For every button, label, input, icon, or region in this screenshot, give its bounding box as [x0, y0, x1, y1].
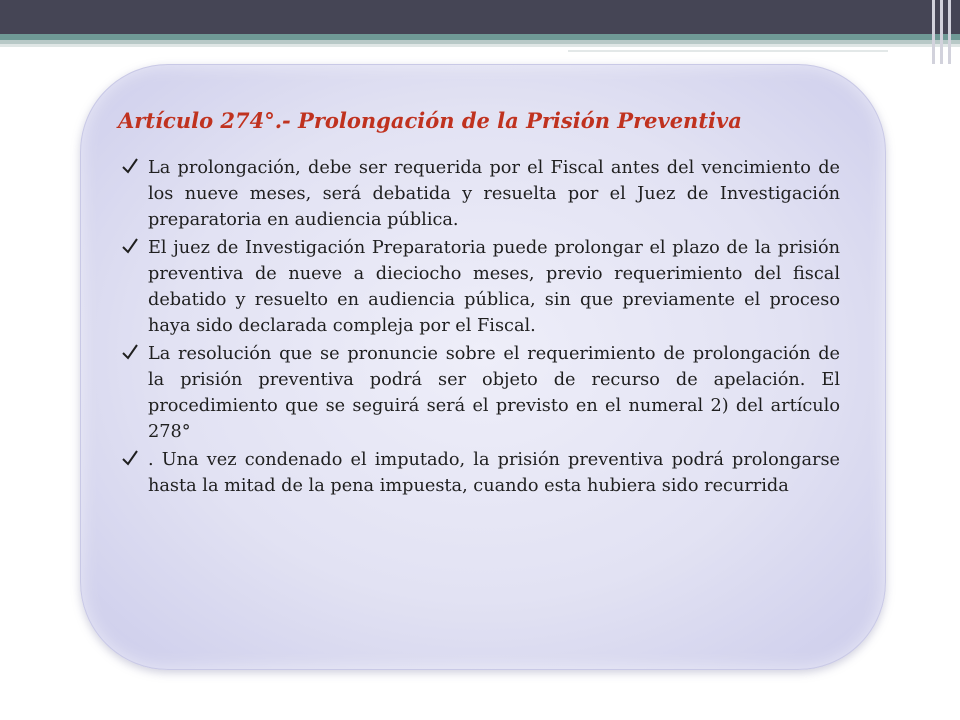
check-icon — [122, 449, 138, 467]
list-item — [118, 155, 840, 233]
check-icon — [122, 237, 138, 255]
header-accent-line-faint — [0, 44, 960, 47]
corner-decoration — [948, 0, 951, 64]
check-icon — [122, 157, 138, 175]
bullet-text: La prolongación, debe ser requerida por el Fiscal antes del vencimiento de los nueve meses, será debatida y resuelta por el Juez de Investigación preparatoria en audiencia pública. — [148, 158, 840, 230]
bullet-text: La resolución que se pronuncie sobre el requerimiento de prolongación de la prisión preventiva podrá ser objeto de recurso de apelación. El procedimiento que se seguirá será el previsto en el numeral 2) del artículo 278° — [148, 344, 840, 442]
slide-title: Artículo 274°.- Prolongación de la Prisión Preventiva — [118, 108, 742, 133]
header-bar — [0, 0, 960, 34]
bullet-text: El juez de Investigación Preparatoria puede prolongar el plazo de la prisión preventiva de nueve a dieciocho meses, previo requerimiento del fiscal debatido y resuelto en audiencia pública, sin que previamente el proceso haya sido declarada compleja por el Fiscal. — [148, 238, 840, 336]
list-item — [118, 341, 840, 445]
corner-decoration — [940, 0, 943, 64]
bullet-text: . Una vez condenado el imputado, la prisión preventiva podrá prolongarse hasta la mitad de la pena impuesta, cuando esta hubiera sido recurrida — [148, 450, 840, 496]
check-icon — [122, 343, 138, 361]
bullet-list — [118, 155, 840, 499]
list-item — [118, 235, 840, 339]
list-item — [118, 447, 840, 499]
slide-content — [118, 108, 840, 501]
corner-decoration — [932, 0, 935, 64]
header-accent-tick — [568, 50, 888, 52]
